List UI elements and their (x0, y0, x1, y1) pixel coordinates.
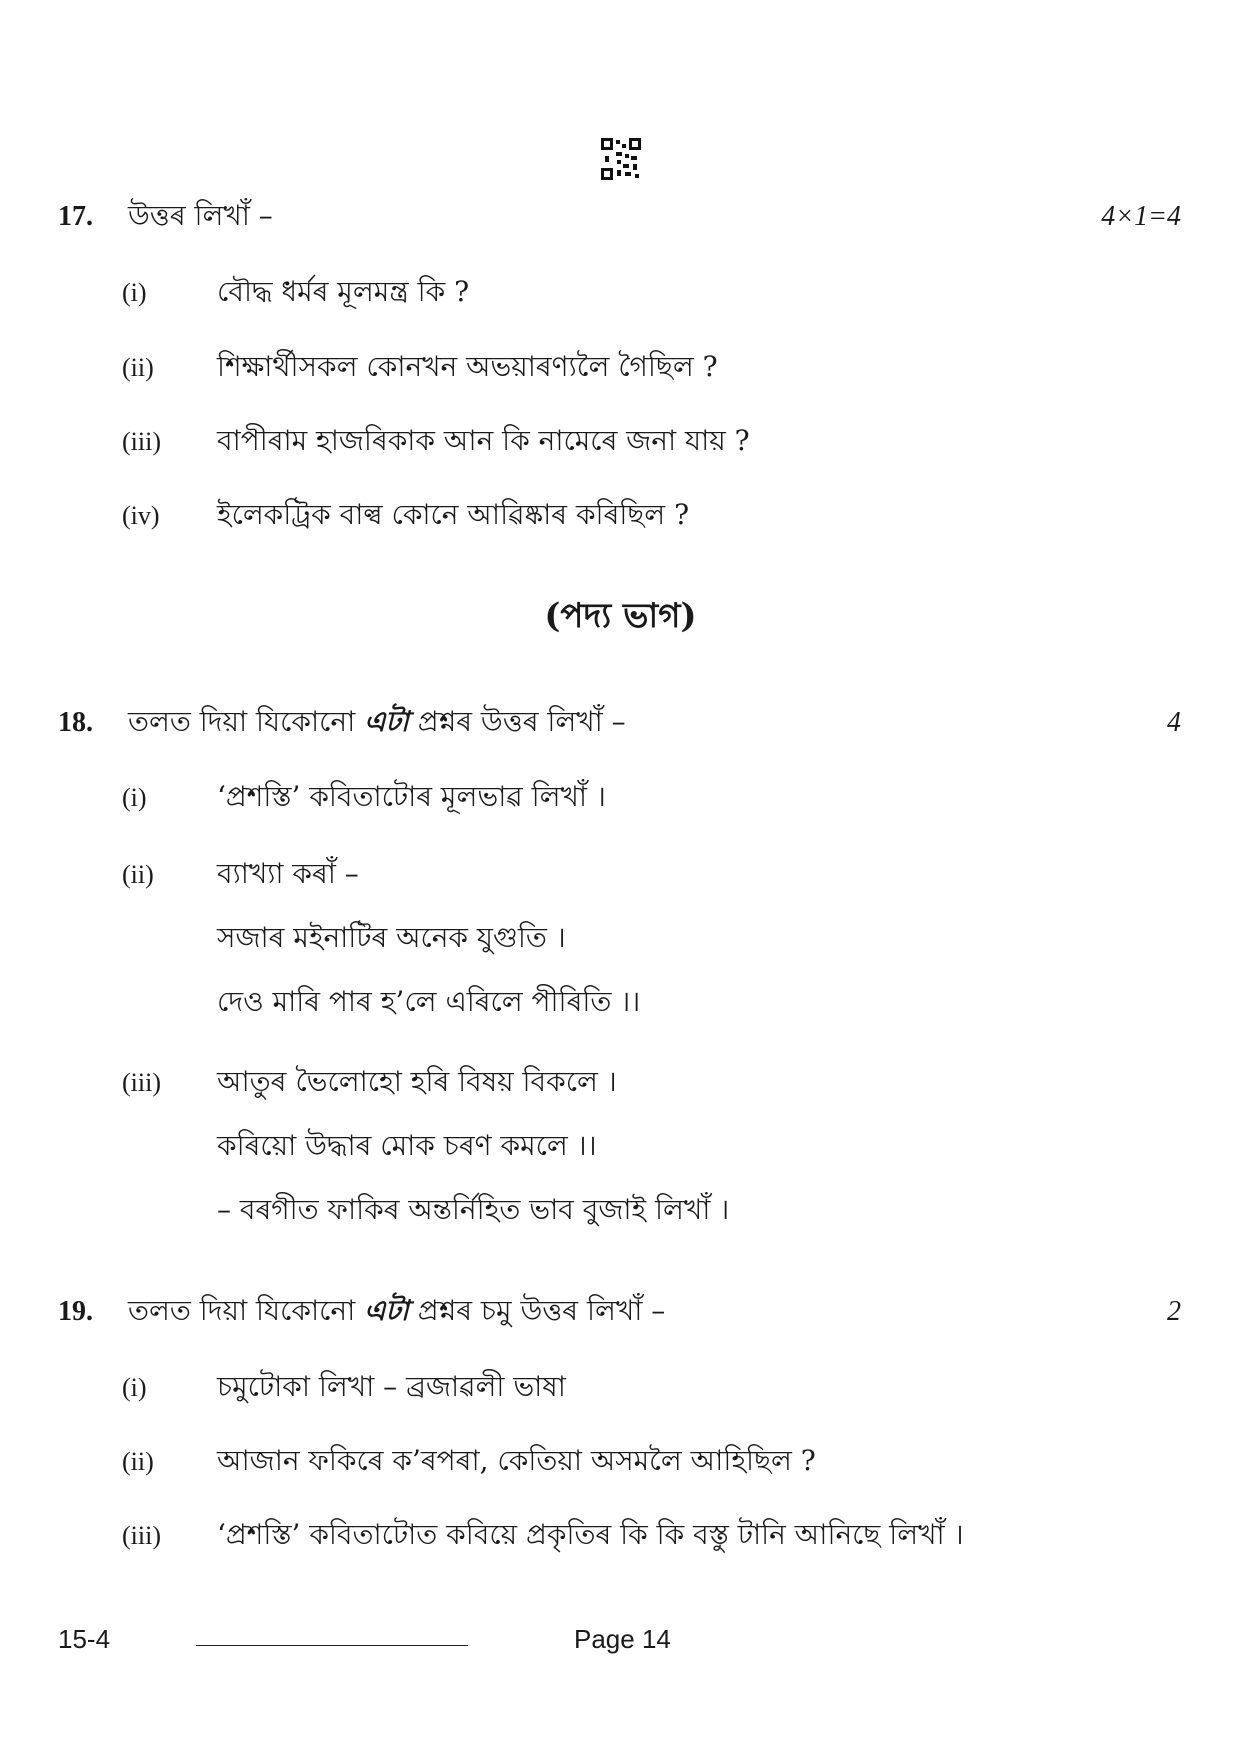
emphasis-text: এটা (364, 704, 409, 738)
sub-question-label: (iii) (122, 1521, 161, 1550)
sub-question-label: (iv) (122, 501, 160, 530)
sub-question-text: আজান ফকিৰে ক’ৰপৰা, কেতিয়া অসমলৈ আহিছিল ? (217, 1443, 816, 1477)
question-prompt: তলত দিয়া যিকোনো এটা প্ৰশ্নৰ চমু উত্তৰ লিখাঁ – (128, 1293, 666, 1327)
sub-question-text: ‘প্ৰশস্তি’ কবিতাটোত কবিয়ে প্ৰকৃতিৰ কি কি বস্তু টানি আনিছে লিখাঁ । (217, 1517, 964, 1551)
sub-question-text: আতুৰ ভৈলোহো হৰি বিষয় বিকলে । (217, 1064, 617, 1098)
verse-line: দেও মাৰি পাৰ হ’লে এৰিলে পীৰিতি ।। (217, 984, 641, 1018)
sub-question-text: বৌদ্ধ ধৰ্মৰ মূলমন্ত্ৰ কি ? (217, 274, 470, 308)
section-title: (পদ্য ভাগ) (544, 595, 697, 636)
sub-question-label: (ii) (122, 353, 154, 382)
sub-question (122, 491, 1181, 541)
sub-question-text: ইলেকট্ৰিক বাল্ব কোনে আৱিষ্কাৰ কৰিছিল ? (217, 497, 690, 531)
question-17 (58, 192, 1181, 242)
sub-question (122, 1363, 1181, 1413)
sub-question (122, 850, 1181, 900)
sub-question (122, 1511, 1181, 1561)
page-number: Page 14 (574, 1624, 671, 1654)
question-marks: 4 (1167, 707, 1181, 738)
sub-question-label: (iii) (122, 1068, 161, 1097)
sub-question (122, 417, 1181, 467)
sub-question (122, 1058, 1181, 1108)
sub-question-text: ‘প্ৰশস্তি’ কবিতাটোৰ মূলভাৱ লিখাঁ । (217, 779, 606, 813)
sub-question-text: চমুটোকা লিখা – ব্ৰজাৱলী ভাষা (217, 1369, 566, 1403)
verse-line: সজাৰ মইনাটিৰ অনেক যুগুতি । (217, 920, 566, 954)
sub-question-label: (i) (122, 278, 147, 307)
question-number: 18. (58, 707, 93, 738)
sub-question-label: (i) (122, 1373, 147, 1402)
sub-question-label: (ii) (122, 1447, 154, 1476)
footer-divider (196, 1645, 468, 1646)
question-19 (58, 1287, 1181, 1337)
sub-question-label: (ii) (122, 860, 154, 889)
emphasis-text: এটা (364, 1293, 409, 1327)
question-prompt: উত্তৰ লিখাঁ – (128, 198, 273, 232)
question-prompt: তলত দিয়া যিকোনো এটা প্ৰশ্নৰ উত্তৰ লিখাঁ – (128, 704, 626, 738)
paper-code: 15-4 (58, 1624, 111, 1654)
sub-question-text: বাপীৰাম হাজৰিকাক আন কি নামেৰে জনা যায় ? (217, 423, 750, 457)
sub-question-label: (iii) (122, 427, 161, 456)
sub-question (122, 1437, 1181, 1487)
sub-question-text: শিক্ষাৰ্থীসকল কোনখন অভয়াৰণ্যলৈ গৈছিল ? (217, 349, 718, 383)
sub-question-label: (i) (122, 783, 147, 812)
question-number: 19. (58, 1296, 93, 1327)
verse-line: – বৰগীত ফাকিৰ অন্তৰ্নিহিত ভাব বুজাই লিখাঁ । (217, 1192, 730, 1226)
qr-code-icon (601, 138, 641, 180)
sub-question (122, 773, 1181, 823)
question-number: 17. (58, 201, 93, 232)
question-marks: 2 (1167, 1296, 1181, 1327)
question-marks: 4×1=4 (1101, 201, 1181, 232)
verse-line: কৰিয়ো উদ্ধাৰ মোক চৰণ কমলে ।। (217, 1128, 597, 1162)
sub-question (122, 343, 1181, 393)
question-18 (58, 698, 1181, 748)
sub-question-text: ব্যাখ্যা কৰাঁ – (217, 856, 359, 890)
sub-question (122, 268, 1181, 318)
